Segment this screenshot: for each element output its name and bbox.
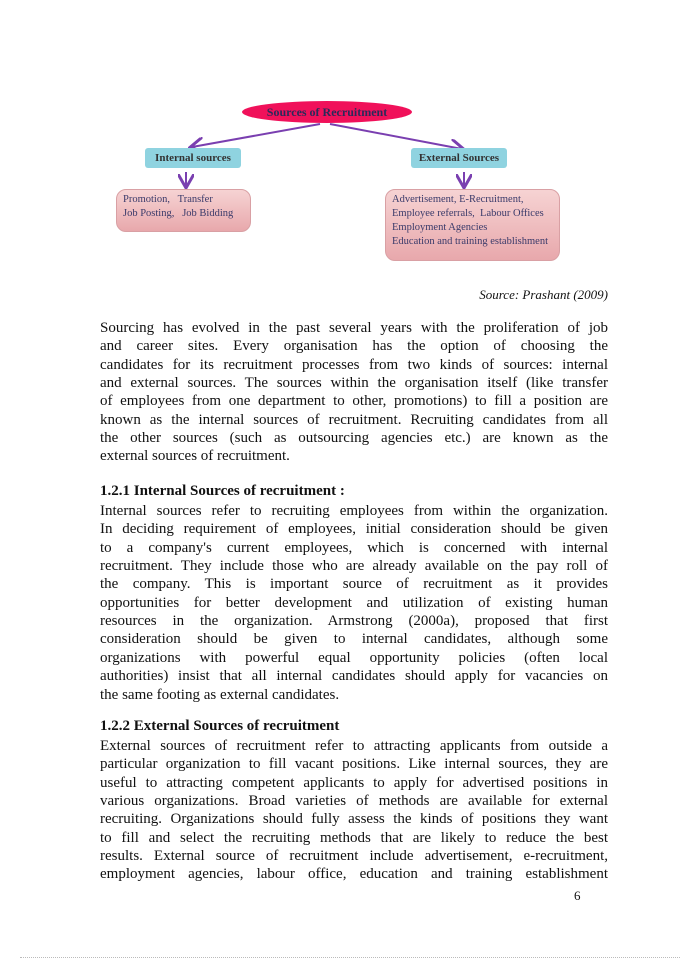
- diagram-arrows: [0, 0, 700, 290]
- text-line: recruiting. Organizations should fully assess the kinds of positions they want: [100, 811, 608, 828]
- text-line: recruitment. They include those who are already available on the pay roll of: [100, 558, 608, 575]
- text-line: results. External source of recruitment include advertisement, e-recruitment,: [100, 848, 608, 865]
- recruitment-diagram: [0, 0, 700, 290]
- text-line: particular organization to fill vacant positions. Like internal sources, they are: [100, 756, 608, 773]
- external-item: Education and training establishment: [392, 236, 549, 247]
- text-line: various organizations. Broad varieties of methods are available for external: [100, 793, 608, 810]
- text-line: resources in the organization. Armstrong (2000a), proposed that first: [100, 613, 608, 630]
- text-line: organizations with powerful equal opportunity policies (often local: [100, 649, 608, 666]
- text-line: to a company's current employees, which is concerned with internal: [100, 539, 608, 556]
- text-line: to fill and select the recruiting methods that are likely to reduce the best: [100, 829, 608, 846]
- text-line: External sources of recruitment refer to attracting applicants from outside a: [100, 738, 608, 754]
- page-divider: [20, 957, 680, 958]
- external-item: Employee referrals, Labour Offices: [392, 208, 544, 219]
- text-line: known as the internal sources of recruitment. Recruiting candidates from all: [100, 411, 608, 428]
- external-sources-node: External Sources: [411, 148, 507, 168]
- heading-internal-sources: 1.2.1 Internal Sources of recruitment :: [100, 483, 345, 499]
- figure-source: Source: Prashant (2009): [479, 287, 608, 302]
- text-line: candidates for its recruitment processes from two kinds of sources: internal: [100, 356, 608, 373]
- text-line: opportunities for better development and utilization of existing human: [100, 594, 608, 611]
- page-number: 6: [574, 888, 581, 903]
- text-line: authorities) insist that all internal candidates should apply for vacancies on: [100, 668, 608, 685]
- internal-sources-list: [116, 189, 251, 232]
- text-line: the company. This is important source of recruitment as it provides: [100, 576, 608, 593]
- heading-external-sources: 1.2.2 External Sources of recruitment: [100, 718, 340, 734]
- external-item: Advertisement, E-Recruitment,: [392, 194, 524, 205]
- text-line: useful to attracting competent applicants to apply for advertised positions in: [100, 774, 608, 791]
- text-line: external sources of recruitment.: [100, 448, 290, 465]
- text-line: consideration should be given to internal candidates, although some: [100, 631, 608, 648]
- diagram-root-node: Sources of Recruitment: [242, 101, 412, 123]
- text-line: the other sources (such as outsourcing agencies etc.) are known as the: [100, 430, 608, 447]
- text-line: Sourcing has evolved in the past several years with the proliferation of job: [100, 320, 608, 336]
- text-line: In deciding requirement of employees, initial consideration should be given: [100, 521, 608, 538]
- text-line: Internal sources refer to recruiting employees from within the organization.: [100, 503, 608, 519]
- external-item: Employment Agencies: [392, 222, 488, 233]
- internal-item: Promotion, Transfer: [123, 194, 213, 205]
- internal-sources-node: Internal sources: [145, 148, 241, 168]
- text-line: and external sources. The sources within the organisation itself (like transfer: [100, 375, 608, 392]
- text-line: of employees from one department to other, promotions) to fill a position are: [100, 393, 608, 410]
- internal-item: Job Posting, Job Bidding: [123, 208, 234, 219]
- external-sources-list: [385, 189, 560, 261]
- text-line: employment agencies, labour office, education and training establishment: [100, 866, 608, 883]
- text-line: the same footing as external candidates.: [100, 686, 340, 703]
- text-line: and career sites. Every organisation has the option of choosing the: [100, 338, 608, 355]
